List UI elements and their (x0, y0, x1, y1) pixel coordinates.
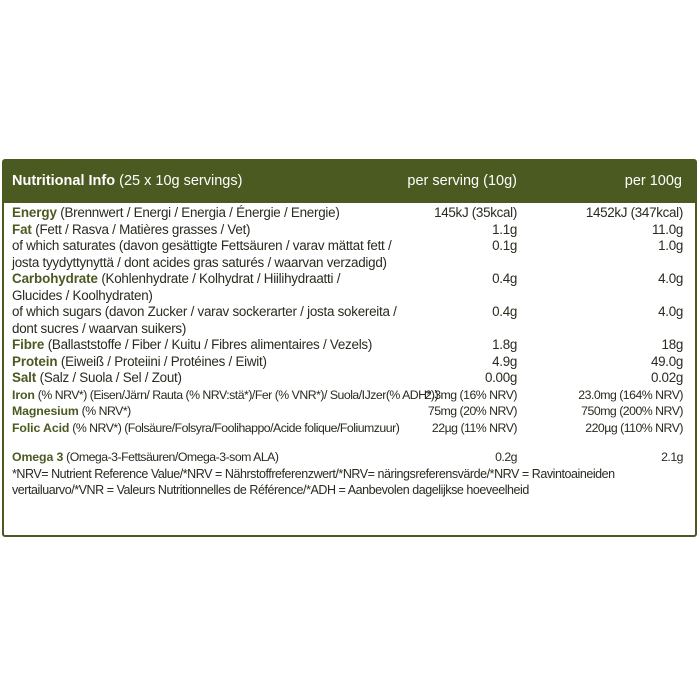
value-per-100g: 2.1g (661, 450, 683, 464)
value-per-serving: 1.8g (492, 337, 517, 352)
row-label (4, 387, 439, 404)
value-per-100g: 0.02g (650, 370, 683, 385)
nutrient-description: (Eiweiß / Proteiini / Protéines / Eiwit) (57, 353, 267, 369)
row-spacer (4, 436, 695, 449)
row-label (4, 304, 432, 321)
row-label (4, 255, 432, 272)
nutrient-description: josta tyydyttynyttä / dont acides gras saturés / waarvan verzadigd) (12, 254, 387, 270)
nutrient-description: of which sugars (davon Zucker / varav sockerarter / josta sokereita / (12, 304, 397, 319)
nutrient-name: Iron (12, 387, 35, 402)
header-title-bold: Nutritional Info (12, 173, 116, 189)
nutrient-name: Magnesium (12, 404, 79, 418)
nutrient-name: Salt (12, 370, 37, 385)
nutrient-name: Carbohydrate (12, 271, 98, 286)
nutrient-description: (% NRV*) (Eisen/Järn/ Rauta (% NRV:stä*)/Fer (% VNR*)/ Suola/IJzer(% ADH*)) (34, 387, 439, 402)
header-per-100g: per 100g (624, 173, 682, 189)
row-label (4, 420, 432, 437)
footnote-line: *NRV= Nutrient Reference Value/*NRV = Nährstoffreferenzwert/*NRV= näringsreferensvärde/*NRV = Ravintoaineiden (12, 466, 615, 481)
value-per-serving: 0.1g (492, 238, 517, 253)
table-row (4, 387, 695, 404)
value-per-100g: 4.0g (658, 304, 683, 319)
value-per-100g: 11.0g (651, 221, 683, 237)
row-label (4, 271, 432, 288)
row-label (4, 403, 432, 420)
nutrient-description: (Kohlenhydrate / Kolhydrat / Hiilihydraatti / (97, 271, 341, 286)
value-per-100g: 220µg (110% NRV) (585, 420, 683, 435)
value-per-100g: 750mg (200% NRV) (581, 404, 683, 418)
row-label (4, 288, 432, 305)
value-per-serving: 0.00g (484, 370, 517, 385)
nutrient-description: (Fett / Rasva / Matières grasses / Vet) (31, 221, 251, 237)
value-per-100g: 18g (661, 337, 683, 352)
nutrient-name: Folic Acid (12, 420, 70, 435)
value-per-100g: 49.0g (650, 353, 683, 369)
value-per-serving: 22µg (11% NRV) (431, 420, 517, 435)
value-per-serving: 0.4g (492, 304, 517, 319)
row-label (4, 222, 432, 239)
value-per-100g: 1452kJ (347kcal) (585, 205, 683, 220)
row-label (4, 449, 432, 466)
value-per-serving: 1.1g (492, 221, 517, 237)
nutrient-name: Omega 3 (12, 450, 64, 464)
table-row (4, 271, 695, 304)
table-row (4, 370, 695, 387)
table-row (4, 238, 695, 271)
nutrition-table (2, 159, 697, 537)
table-row (4, 420, 695, 437)
nutrient-name: Fibre (12, 337, 45, 352)
table-body (4, 205, 695, 499)
value-per-100g: 23.0mg (164% NRV) (578, 387, 683, 402)
table-row (4, 403, 695, 420)
table-row (4, 354, 695, 371)
table-row (4, 337, 695, 354)
nutrient-name: Protein (12, 353, 58, 369)
footnote-line: vertailuarvo/*VNR = Valeurs Nutritionnelles de Référence/*ADH = Aanbevolen dagelijkse hoeveelheid (12, 483, 529, 497)
value-per-100g: 4.0g (658, 271, 683, 286)
row-label (4, 238, 432, 255)
row-label (4, 370, 432, 387)
row-label (4, 205, 432, 222)
value-per-serving: 145kJ (35kcal) (434, 205, 517, 220)
table-row (4, 222, 695, 239)
nutrient-name: Energy (12, 205, 57, 220)
nutrient-description: (% NRV*) (78, 404, 131, 418)
row-label (4, 354, 432, 371)
nutrient-description: of which saturates (davon gesättigte Fettsäuren / varav mättat fett / (12, 238, 392, 253)
table-row (4, 205, 695, 222)
value-per-serving: 0.2g (495, 450, 517, 464)
header-title (12, 173, 242, 189)
nutrient-description: (Salz / Suola / Sel / Zout) (36, 370, 182, 385)
nutrient-description: (Omega-3-Fettsäuren/Omega-3-som ALA) (63, 450, 279, 464)
nutrient-name: Fat (12, 221, 32, 237)
nutrient-description: (Brennwert / Energi / Energia / Énergie / Energie) (56, 205, 340, 220)
table-header (4, 161, 695, 203)
row-label (4, 321, 432, 338)
header-title-rest: (25 x 10g servings) (115, 173, 243, 189)
header-per-serving: per serving (10g) (407, 173, 517, 189)
nutrient-description: dont sucres / waarvan suikers) (12, 320, 187, 336)
value-per-serving: 75mg (20% NRV) (427, 404, 517, 418)
value-per-serving: 2.3mg (16% NRV) (424, 387, 517, 402)
table-row (4, 449, 695, 466)
nutrient-description: Glucides / Koolhydraten) (12, 287, 153, 303)
value-per-serving: 4.9g (492, 353, 517, 369)
table-row (4, 304, 695, 337)
row-label (4, 337, 432, 354)
nutrient-description: (% NRV*) (Folsäure/Folsyra/Foolihappo/Acide folique/Foliumzuur) (69, 420, 400, 435)
nutrient-description: (Ballaststoffe / Fiber / Kuitu / Fibres alimentaires / Vezels) (44, 337, 373, 352)
value-per-serving: 0.4g (492, 271, 517, 286)
value-per-100g: 1.0g (658, 238, 683, 253)
